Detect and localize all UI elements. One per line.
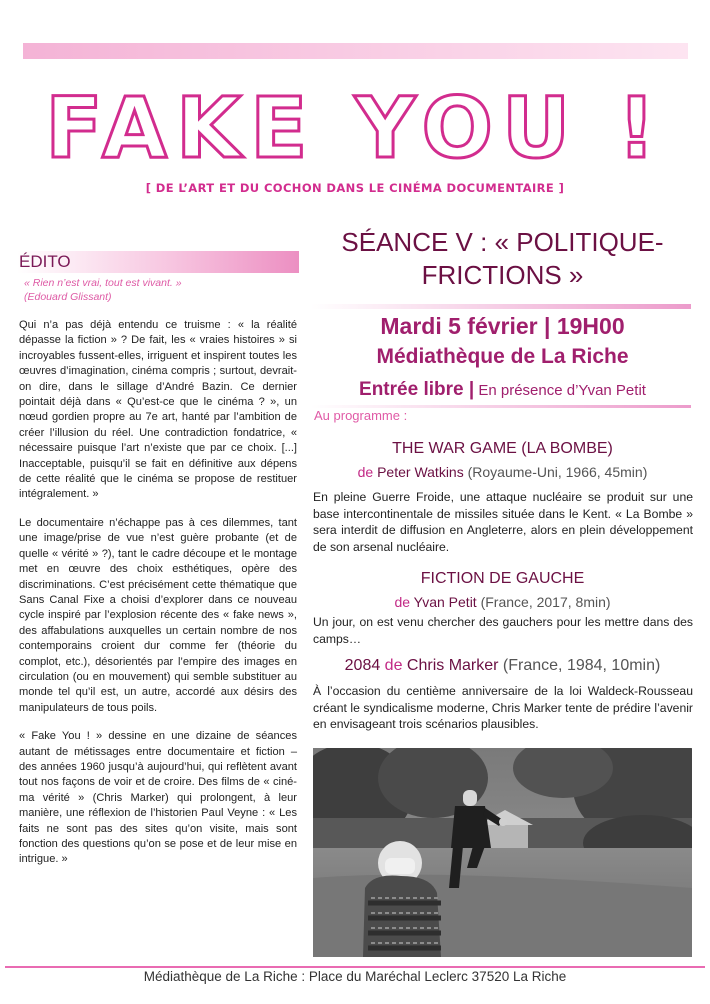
seance-entry xyxy=(310,376,695,404)
edito-quote xyxy=(24,276,294,304)
film-credit: 2084 de Chris Marker (France, 1984, 10min) xyxy=(344,657,661,674)
seance-title-line1: SÉANCE V : « POLITIQUE- xyxy=(341,227,664,257)
top-decorative-bar xyxy=(23,43,688,59)
film-title: 2084 xyxy=(344,657,381,674)
quote-author: (Edouard Glissant) xyxy=(24,291,112,303)
film-credit: de Peter Watkins (Royaume-Uni, 1966, 45min) xyxy=(357,464,648,480)
footer-rule xyxy=(5,966,705,968)
edito-paragraph: Le documentaire n’échappe pas à ces dilemmes, tant une image/prise de vue n’est guère probante (et de quelle « vérité » ?), tant le cadre découpe et le montage met en œuvre des choix esthétiques, opère des discriminations. C’est précisément cette thématique que Sans Canal Fixe a choisi d’explorer dans ce nouveau cycle inspiré par l’explosion récente des « fake news », des affabulations auxquelles un certain nombre de nos contemporains croient dur comme fer (théorie du complot, etc.), désorientés par l’empire des images en circulation (ou en mouvement) qui semble substituer au monde tel qu’il est, un autre, accordé aux désirs des manipulateurs de tous poils. xyxy=(19,516,297,714)
film-description: Un jour, on est venu chercher des gauchers pour les mettre dans des camps… xyxy=(313,615,693,646)
film-director: Peter Watkins xyxy=(377,464,464,480)
edito-heading: ÉDITO xyxy=(19,252,71,271)
film-description: À l’occasion du centième anniversaire de la loi Waldeck-Rousseau créant le syndicalisme moderne, Chris Marker tente de prédire l’avenir en envisageant trois scénarios plausibles. xyxy=(313,684,693,731)
program-label: Au programme : xyxy=(314,408,408,423)
film-director: Yvan Petit xyxy=(413,594,477,610)
divider-bar xyxy=(311,304,691,309)
seance-title xyxy=(310,226,695,292)
entry-guest: En présence d’Yvan Petit xyxy=(474,382,646,399)
seance-title-line2: FRICTIONS » xyxy=(421,260,584,290)
film-description: En pleine Guerre Froide, une attaque nucléaire se produit sur une base intercontinentale de missiles située dans le Kent. « La Bombe » sera interdit de diffusion en Angleterre, alors en plein développement de son arsenal nucléaire. xyxy=(313,490,693,554)
quote-text: « Rien n’est vrai, tout est vivant. » xyxy=(24,277,182,289)
edito-paragraph: « Fake You ! » dessine en une dizaine de séances autant de métissages entre documentaire et fiction – des années 1960 jusqu’à aujourd’hui, qui reflètent avant tout nos façons de voir et de croire. Des films de « ciné-ma vérité » (Chris Marker) qui prolongent, à leur manière, une réflexion de l’historien Paul Veyne : « Les faits ne sont pas des sites qu’on visite, mais sont fonction des questions qu’on se pose et de leur mise en intrigue. » xyxy=(19,730,297,866)
film-director: Chris Marker xyxy=(406,657,499,674)
edito-text xyxy=(19,318,297,881)
entry-free: Entrée libre | xyxy=(359,379,475,400)
poster-subtitle: [ DE L’ART ET DU COCHON DANS LE CINÉMA DOCUMENTAIRE ] xyxy=(145,181,565,195)
edito-paragraph: Qui n’a pas déjà entendu ce truisme : « la réalité dépasse la fiction » ? De fait, les « vraies histoires » si incroyables fussent-elles, irriguent et inspirent toutes les œuvres d’imagination, cinéma compris ; surtout, devrait-on dire, dans le sillage d’André Bazin. Ce dernier pointait déjà dans « Qu’est-ce que le cinéma ? », un nœud gordien propre au 7e art, hanté par l’ambition de créer l’illusion du réel. Une contradiction fondatrice, « nécessaire puisque l’art n’existe que par ce choix. [...] Inacceptable, puisqu’il se fait en définitive aux dépens de cette réalité que le cinéma se propose de restituer intégralement. » xyxy=(19,319,297,501)
poster-title: FAKE YOU ! xyxy=(45,79,665,177)
seance-date: Mardi 5 février | 19H00 xyxy=(380,313,625,339)
film-still-photo xyxy=(313,748,692,957)
film-credit: de Yvan Petit (France, 2017, 8min) xyxy=(394,594,611,610)
film-title: FICTION DE GAUCHE xyxy=(420,570,585,587)
seance-venue: Médiathèque de La Riche xyxy=(376,345,629,368)
film-title: THE WAR GAME (LA BOMBE) xyxy=(392,440,613,457)
footer-address: Médiathèque de La Riche : Place du Maréchal Leclerc 37520 La Riche xyxy=(143,969,567,984)
